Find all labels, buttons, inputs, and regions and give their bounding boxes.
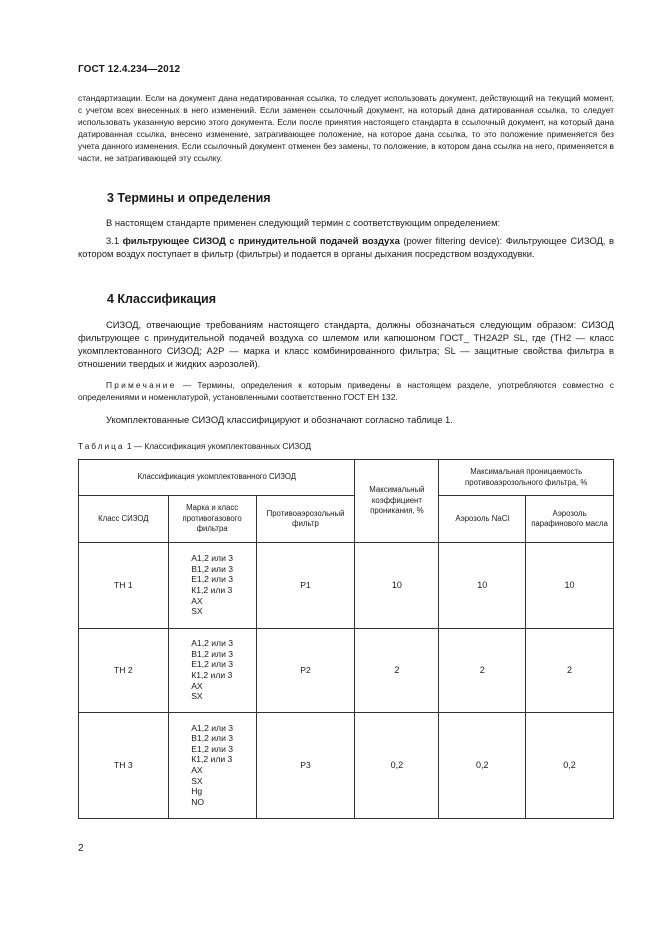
mark-item: А1,2 или 3	[191, 722, 234, 733]
cell-max-coefficient: 0,2	[355, 713, 439, 819]
cell-aerosol-filter: Р3	[256, 713, 355, 819]
mark-item: SX	[191, 691, 203, 702]
marks-list	[191, 638, 233, 702]
term-name: фильтрующее СИЗОД с принудительной подачей воздуха	[122, 235, 400, 246]
mark-item: В1,2 или 3	[191, 648, 234, 659]
mark-item: Е1,2 или 3	[191, 743, 234, 754]
header-nacl: Аэрозоль NaCl	[439, 496, 526, 543]
cell-marks	[168, 543, 256, 629]
cell-nacl: 0,2	[439, 713, 526, 819]
cell-class: ТН 3	[79, 713, 169, 819]
mark-item: К1,2 или 3	[191, 585, 233, 596]
mark-item: АХ	[191, 765, 203, 776]
note-text: — Термины, определения к которым приведены в настоящем разделе, употребляются совместно с определениями и номенклатурой, установленными соответственно ГОСТ ЕН 132.	[78, 380, 614, 402]
mark-item: В1,2 или 3	[191, 733, 234, 744]
cell-paraffin: 10	[526, 543, 614, 629]
cell-aerosol-filter: Р1	[256, 543, 355, 629]
term-number: 3.1	[106, 235, 123, 246]
mark-item: АХ	[191, 680, 203, 691]
mark-item: К1,2 или 3	[191, 754, 233, 765]
section3-heading: 3 Термины и определения	[107, 191, 271, 205]
table-caption-label: Таблица	[78, 441, 125, 451]
cell-paraffin: 0,2	[526, 713, 614, 819]
cell-class: ТН 1	[79, 543, 169, 629]
cell-nacl: 2	[439, 629, 526, 713]
term-definition	[78, 234, 614, 260]
table-caption-text: 1 — Классификация укомплектованных СИЗОД	[124, 441, 312, 451]
table-row	[79, 629, 614, 713]
header-gas-filter: Марка и класс противогазового фильтра	[168, 496, 256, 543]
table-row	[79, 713, 614, 819]
cell-aerosol-filter: Р2	[256, 629, 355, 713]
header-aerosol-filter: Противоаэрозольный фильтр	[256, 496, 355, 543]
mark-item: В1,2 или 3	[191, 563, 234, 574]
header-max-coefficient: Максимальный коэффициент проникания, %	[355, 460, 439, 543]
header-group-permeability: Максимальная проницаемость противоаэрозольного фильтра, %	[439, 460, 614, 496]
page-number: 2	[78, 843, 84, 854]
cell-max-coefficient: 10	[355, 543, 439, 629]
doc-header: ГОСТ 12.4.234—2012	[78, 64, 181, 75]
section3-intro: В настоящем стандарте применен следующий термин с соответствующим определением:	[106, 217, 501, 228]
table-row	[79, 543, 614, 629]
table-intro: Укомплектованные СИЗОД классифицируют и обозначают согласно таблице 1.	[106, 414, 453, 425]
table-header-row-2	[79, 496, 614, 543]
cell-marks	[168, 713, 256, 819]
mark-item: SX	[191, 606, 203, 617]
mark-item: К1,2 или 3	[191, 670, 233, 681]
marks-list	[191, 723, 233, 808]
cell-marks	[168, 629, 256, 713]
classification-table	[78, 459, 614, 819]
mark-item: АХ	[191, 595, 203, 606]
mark-item: Е1,2 или 3	[191, 659, 234, 670]
header-class: Класс СИЗОД	[79, 496, 169, 543]
term-text: (power filtering device): Фильтрующее СИЗОД, в котором воздух поступает в фильтр (фильтры) и подается в органы дыхания посредством воздуходувки.	[78, 235, 615, 259]
section4-paragraph: СИЗОД, отвечающие требованиям настоящего стандарта, должны обозначаться следующим образом: СИЗОД фильтрующее с принудительной подачей воздуха со шлемом или капюшоном ГОСТ_ ТН2А2Р SL, где (ТН2 — класс укомплектованного СИЗОД; А2Р — марка и класс комбинированного фильтра; SL — защитные свойства фильтра в отношении твердых и жидких аэрозолей).	[78, 319, 614, 369]
cell-max-coefficient: 2	[355, 629, 439, 713]
mark-item: SX	[191, 775, 203, 786]
cell-paraffin: 2	[526, 629, 614, 713]
mark-item: Е1,2 или 3	[191, 574, 234, 585]
header-paraffin: Аэрозоль парафинового масла	[526, 496, 614, 543]
table-header-row-1	[79, 460, 614, 496]
header-group-classification: Классификация укомплектованного СИЗОД	[79, 460, 355, 496]
cell-class: ТН 2	[79, 629, 169, 713]
table-caption	[78, 441, 311, 451]
mark-item: Hg	[191, 786, 203, 797]
note-label: Примечание	[106, 380, 177, 390]
mark-item: А1,2 или 3	[191, 553, 234, 564]
marks-list	[191, 553, 233, 617]
mark-item: NO	[191, 796, 205, 807]
intro-paragraph: стандартизации. Если на документ дана недатированная ссылка, то следует использовать документ, действующий на текущий момент, с учетом всех внесенных в него изменений. Если заменен ссылочный документ, на который дана датированная ссылка, то следует использовать указанную версию этого документа. Если после принятия настоящего стандарта в ссылочный документ, на который дана датированная ссылка, внесено изменение, затрагивающее положение, на которое дана ссылка, то это положение применяется без учета данного изменения. Если ссылочный документ отменен без замены, то положение, в котором дана ссылка на него, применяется в части, не затрагивающей эту ссылку.	[78, 93, 614, 163]
mark-item: А1,2 или 3	[191, 638, 234, 649]
note	[78, 379, 614, 403]
section4-heading: 4 Классификация	[107, 292, 217, 306]
cell-nacl: 10	[439, 543, 526, 629]
